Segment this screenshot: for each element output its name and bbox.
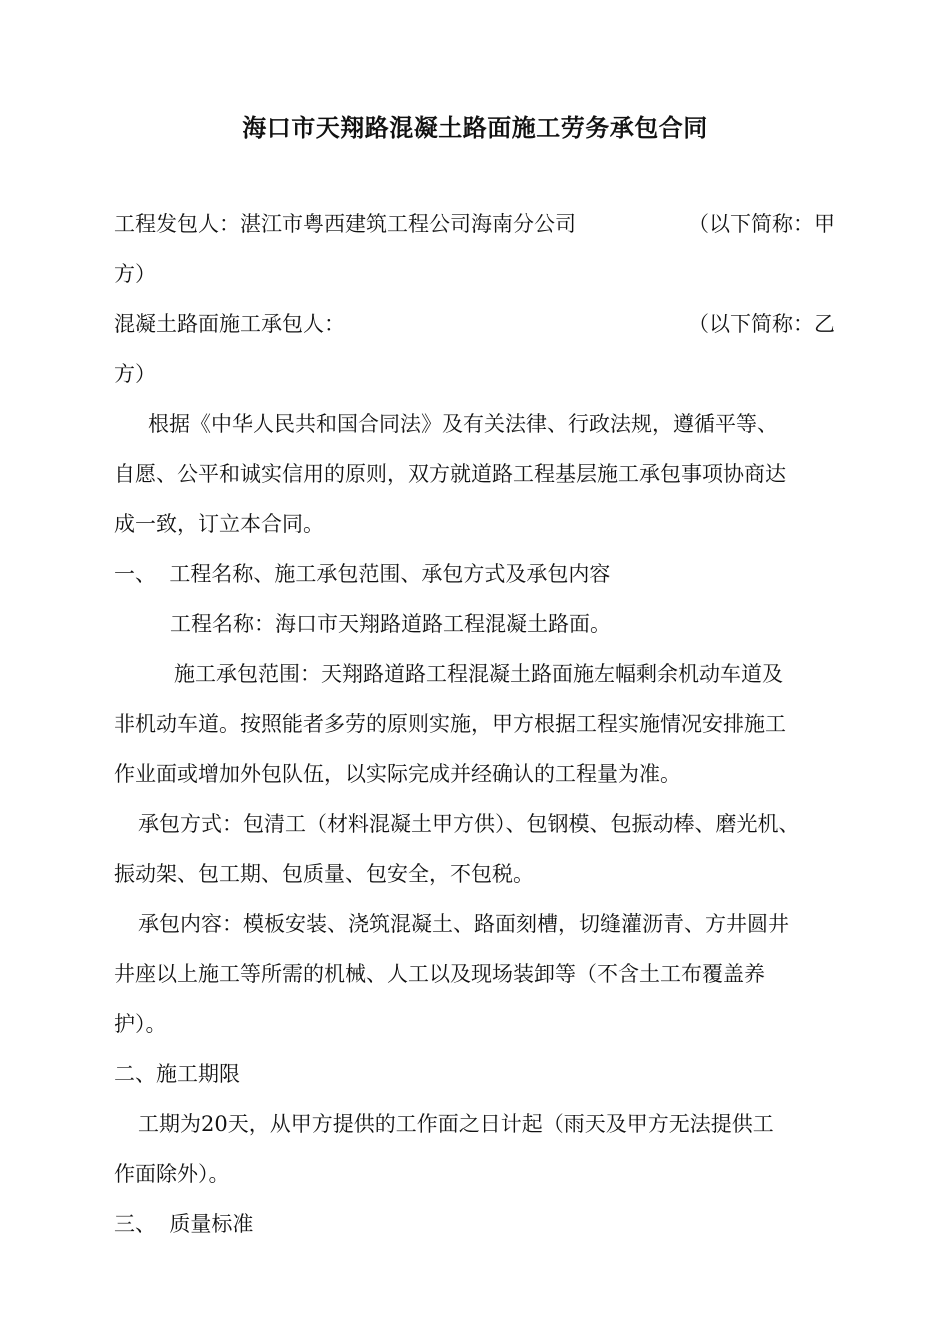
intro-line: 成一致，订立本合同。 bbox=[114, 512, 324, 536]
party-b-note: （以下简称：乙 bbox=[688, 312, 835, 336]
party-b-continuation: 方） bbox=[114, 362, 156, 386]
scope-line: 非机动车道。按照能者多劳的原则实施，甲方根据工程实施情况安排施工 bbox=[114, 712, 786, 736]
party-a-continuation: 方） bbox=[114, 262, 156, 286]
content-line: 承包内容：模板安装、浇筑混凝土、路面刻槽，切缝灌沥青、方井圆井 bbox=[138, 912, 789, 936]
period-line: 工期为20天，从甲方提供的工作面之日计起（雨天及甲方无法提供工 bbox=[138, 1112, 774, 1136]
content-line: 护）。 bbox=[114, 1012, 167, 1036]
party-b-label: 混凝土路面施工承包人： bbox=[114, 312, 345, 336]
intro-line: 根据《中华人民共和国合同法》及有关法律、行政法规，遵循平等、 bbox=[148, 412, 778, 436]
content-line: 井座以上施工等所需的机械、人工以及现场装卸等（不含土工布覆盖养 bbox=[114, 962, 765, 986]
project-name: 工程名称：海口市天翔路道路工程混凝土路面。 bbox=[170, 612, 611, 636]
intro-line: 自愿、公平和诚实信用的原则，双方就道路工程基层施工承包事项协商达 bbox=[114, 462, 786, 486]
section-1-heading: 一、 工程名称、施工承包范围、承包方式及承包内容 bbox=[114, 562, 611, 586]
scope-line: 作业面或增加外包队伍，以实际完成并经确认的工程量为准。 bbox=[114, 762, 681, 786]
period-line: 作面除外）。 bbox=[114, 1162, 230, 1186]
scope-line: 施工承包范围：天翔路道路工程混凝土路面施左幅剩余机动车道及 bbox=[174, 662, 783, 686]
page-title: 海口市天翔路混凝土路面施工劳务承包合同 bbox=[242, 113, 708, 142]
section-2-heading: 二、施工期限 bbox=[114, 1062, 240, 1086]
section-3-heading: 三、 质量标准 bbox=[114, 1212, 254, 1236]
method-line: 承包方式：包清工（材料混凝土甲方供）、包钢模、包振动棒、磨光机、 bbox=[138, 812, 800, 836]
party-a-note: （以下简称：甲 bbox=[688, 212, 835, 236]
party-a-label: 工程发包人：湛江市粤西建筑工程公司海南分公司 bbox=[114, 212, 576, 236]
method-line: 振动架、包工期、包质量、包安全，不包税。 bbox=[114, 862, 534, 886]
